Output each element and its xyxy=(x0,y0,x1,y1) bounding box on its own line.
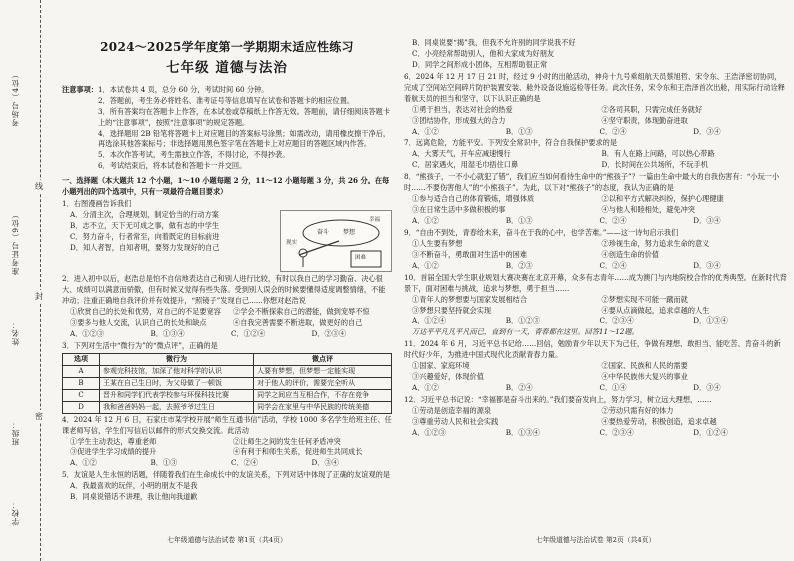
school-label: 学校： xyxy=(11,500,20,526)
question-2 xyxy=(62,274,392,340)
question-stem: 4．2024 年 12 月 6 日，石家庄市某学校开展“师生互通书信”活动，学校 1000 多名学生给班主任、任课老师写信，学生们写信后以邮件的形式交换交流。此活动 xyxy=(62,414,392,435)
option-d: D．③④ xyxy=(693,383,721,393)
choice-item: ④坚守职责，体现勤奋进取 xyxy=(601,115,688,125)
choice-item: ④有利于和师生关系，促进师生共同成长 xyxy=(233,447,363,457)
page-2 xyxy=(404,8,787,547)
table-cell: 同学之间应当互相合作，不存在竞争 xyxy=(254,389,392,401)
question-5 xyxy=(62,470,392,503)
notice-item: 6．考试结束后，将本试卷和答题卡一并交回。 xyxy=(97,161,247,171)
notice-block xyxy=(62,85,392,173)
choice-item: ②珍视生命，努力追求生命的意义 xyxy=(601,238,710,248)
table-header: 选项 xyxy=(63,353,100,365)
exam-subtitle: 七年级 道德与法治 xyxy=(166,60,288,77)
choice-item: ②劳动只需有好的体力 xyxy=(601,405,674,415)
table-cell: 晋升和同学们代表学校参与环保科技比赛 xyxy=(100,389,254,401)
choice-item: ④自我完善需要不断进取，做更好的自己 xyxy=(233,317,363,327)
option-a: A．①②③ xyxy=(412,427,446,437)
option-d: D．①②④ xyxy=(693,427,728,437)
table-row xyxy=(63,365,392,377)
option-d: D．长时间在公共场所，不玩手机 xyxy=(601,160,708,170)
option-d: D．①③④ xyxy=(693,316,728,326)
notice-label: 注意事项： xyxy=(62,84,98,94)
choice-item: ①参与适合自己的体育锻炼，增强体质 xyxy=(412,194,535,204)
exam-no-label: 准考证号（9位） xyxy=(11,210,20,276)
notice-item: 5．本次作答考试，考生需独立作答，不得讨论，不得抄袭。 xyxy=(97,150,290,160)
question-11 xyxy=(404,339,787,394)
seal-word-1: 密 xyxy=(35,412,43,421)
question-stem: 1．右图漫画告诉我们 xyxy=(62,199,132,209)
question-stem: 5．友谊是人生永恒的话题，伴随着我们在生命成长中的友谊关系，下列对话中体现了正确的友谊观的是 xyxy=(62,470,391,480)
question-4 xyxy=(62,415,392,470)
option-c: C．小亮经常帮助别人，他和大家成为好朋友 xyxy=(412,48,555,58)
seal-line xyxy=(40,0,41,561)
question-3 xyxy=(62,341,392,414)
question-12 xyxy=(404,395,787,439)
option-b: B．①③ xyxy=(505,126,533,136)
option-d: D．同学之间形成小团体，互相帮助很正常 xyxy=(412,59,548,69)
table-row xyxy=(63,401,392,413)
question-1 xyxy=(62,199,392,262)
option-a: A．①②④ xyxy=(412,316,446,326)
page-footer: 七年级道德与法治试卷 第1页（共4页） xyxy=(167,535,287,544)
notice-item: 1．本试卷共 4 页，总分 60 分，考试时间 60 分钟。 xyxy=(97,84,269,94)
name-label: 姓名： xyxy=(11,320,20,346)
question-stem: 3．下列对生活中“微行为”的“微点评”，正确的是 xyxy=(62,340,218,350)
binding-margin xyxy=(0,0,58,561)
option-c: C．②④ xyxy=(231,458,259,468)
choice-item: ①青年人的梦想要与国家发展相结合 xyxy=(412,294,528,304)
passage-intro: 万达平平凡凡平凡而已，直到有一天，青春都在这里。回答11～12题。 xyxy=(412,327,639,337)
choice-item: ③尊重劳动人民和社会实践 xyxy=(412,416,499,426)
notice-item: 2．答题前，考生务必将姓名、准考证号等信息填写在试卷和答题卡的相应位置。 xyxy=(97,95,355,105)
table-cell: C xyxy=(63,389,100,401)
seal-word-3: 线 xyxy=(35,182,43,191)
option-c: C．②④ xyxy=(599,216,627,225)
table-header: 微点评 xyxy=(254,353,392,365)
choice-item: ②各司其职，只需完成任务就好 xyxy=(601,104,703,114)
choice-item: ①欣赏自己的长处和优势，对自己的不足要宽容 xyxy=(70,306,221,316)
seat-label: 考场号（4位） xyxy=(11,70,20,127)
table-cell: B xyxy=(63,377,100,389)
cartoon-image xyxy=(280,210,392,272)
table-cell: A xyxy=(63,365,100,377)
choice-item: ①勇于担当，表达对社会的热爱 xyxy=(412,104,513,114)
option-d: D．③④ xyxy=(693,260,721,270)
choice-item: ③团结协作，形成强大的合力 xyxy=(412,115,506,125)
choice-item: ④要从点滴做起，追求卓越的人生 xyxy=(601,305,710,315)
option-b-cont: B．同桌说要“揭”我，但我不允许别的同学说我不好 xyxy=(412,38,576,47)
exam-title: 2024～2025学年度第一学期期末适应性练习 xyxy=(100,40,354,54)
choice-item: ①学生主动表达，尊重老师 xyxy=(70,436,157,446)
question-7 xyxy=(404,138,787,171)
question-stem: 8．“熊孩子，一不小心就犯了错”，我们应当如何看待生命中的“熊孩子”？一篇由生命中最大的自我伤害有：“小玩一小时……不要伤害他人”的“小熊孩子”。为此，以下对“熊孩子”的态度，我认为正确的是 xyxy=(404,172,780,193)
q5-continued xyxy=(404,38,787,71)
question-stem: 7．远离危险，方能平安。下列安全常识中，符合自我保护要求的是 xyxy=(404,138,618,148)
question-stem: 10．首届全国大学生职业规划大赛决赛在北京开幕，众多有志青年……成为澳门与内地院校合作的优秀典型。在新时代背景下，面对困难与挑战，追求与梦想，勇于担当…… xyxy=(404,272,787,293)
choice-item: ④中华民族伟大复兴的事业 xyxy=(601,372,688,382)
page-footer: 七年级道德与法治试卷 第2页（共4页） xyxy=(535,535,656,544)
option-b: B．②③ xyxy=(505,260,533,270)
question-6 xyxy=(404,72,787,138)
option-b: B．同桌说错话不讲理，我让他向我道歉 xyxy=(70,492,198,502)
cartoon-label: 奋斗 xyxy=(317,229,330,237)
option-b: B．②④ xyxy=(505,383,533,393)
question-stem: 9．“自由不到处，青春给未来，奋斗在于我的心中，也学苦难。”——这一诗句启示我们 xyxy=(404,227,679,237)
option-a: A．分清主次，合理规划，制定恰当的行动方案 xyxy=(70,210,219,220)
choice-item: ③兴趣爱好，体现价值 xyxy=(412,372,484,382)
option-c: C．努力奋斗，行者常至，向着既定的目标前进 xyxy=(70,231,220,241)
question-10 xyxy=(404,273,787,339)
choice-item: ③促进学生学习成绩的提升 xyxy=(70,447,157,457)
option-b: B．志不立，天下无可成之事，做有志的中学生 xyxy=(70,221,220,230)
q3-table xyxy=(62,353,392,414)
option-d: D．②③④ xyxy=(311,328,347,338)
seal-word-2: 封 xyxy=(35,292,43,301)
section-title: 一、选择题（本大题共 12 个小题，1～10 小题每题 2 分，11～12 小题每题 3 分，共 26 分。在每小题列出的四个选项中，只有一项最符合题目要求） xyxy=(62,176,390,197)
option-b: B．①③ xyxy=(150,458,178,468)
question-9 xyxy=(404,228,787,272)
option-a: A．我最喜欢的玩伴，小明的朋友不是我 xyxy=(70,481,198,491)
option-b: B．①②③ xyxy=(505,316,540,326)
option-c: C．②④ xyxy=(599,126,627,136)
choice-item: ①国家、家庭环境 xyxy=(412,361,470,371)
table-row xyxy=(63,389,392,401)
choice-item: ②梦想实现不可能一蹴而就 xyxy=(601,294,688,304)
cartoon-label: 困难 xyxy=(355,255,367,262)
class-label: 班级： xyxy=(11,420,20,446)
choice-item: ③要多与他人交流，认识自己的长处和缺点 xyxy=(70,317,207,327)
table-cell: D xyxy=(63,401,100,413)
choice-item: ②让师生之间的发生任何矛盾冲突 xyxy=(233,436,341,446)
choice-item: ②以和平方式解决纠纷，保护心理健康 xyxy=(601,194,724,204)
option-c: C．②③④ xyxy=(599,316,634,326)
option-a: A．①② xyxy=(412,260,439,270)
choice-item: ④创造生命的价值 xyxy=(601,249,660,259)
option-a: A．①② xyxy=(412,126,439,136)
choice-item: ②国家、民族和人民的需要 xyxy=(601,361,688,371)
choice-item: ③梦想只要坚持就会实现 xyxy=(412,305,492,315)
notice-item: 3．所有答案均在答题卡上作答，在本试卷或草稿纸上作答无效。答题前，请仔细阅读答题卡上的“注意事项”，按照“注意事项”的规定答题。 xyxy=(97,106,391,127)
question-stem: 2．进入初中以后，赵浩总是怕不自信地表达自己和别人进行比较，有时以我自己的学习勤奋、决心很大、成绩可以满意而骄傲，但有时候又觉得有些失落。受到别人误会的时候要懂得适度调整情绪，不能冲动；注重正确地自我评价并有效提升，“照镜子”发现自己......你想对赵浩说 xyxy=(62,274,386,305)
page-1 xyxy=(62,8,392,547)
choice-item: ④与他人和睦相处，避免冲突 xyxy=(601,205,695,215)
cartoon-label: 梦想 xyxy=(343,229,356,237)
table-cell: 王某在自己生日时，为父母做了一顿饭 xyxy=(100,377,254,389)
choice-item: ①人生要有梦想 xyxy=(412,238,463,248)
question-stem: 12．习近平总书记说：“幸福都是奋斗出来的。”我们要奋发向上，努力学习，树立远大理想，…… xyxy=(404,395,712,404)
table-cell: 参观完科技馆，加深了他对科学的认识 xyxy=(100,365,254,377)
table-cell: 同学会在家里与中华民族的传统美德 xyxy=(254,401,392,413)
option-a: A．①② xyxy=(412,383,439,393)
cartoon-label: 现实 xyxy=(286,240,298,247)
option-c: C．②③④ xyxy=(599,427,634,437)
choice-item: ③不断奋斗，勇敢面对生活中的困难 xyxy=(412,249,528,259)
option-c: C．居家遇火，用湿毛巾捂住口鼻 xyxy=(412,160,519,170)
question-8 xyxy=(404,172,787,227)
table-header: 微行为 xyxy=(100,353,254,365)
choice-item: ①劳动是创造幸福的源泉 xyxy=(412,405,492,415)
table-cell: 我和爸爸妈妈一起，去照爷爷过生日 xyxy=(100,401,254,413)
table-cell: 对于他人的评价，需要完全听从 xyxy=(254,377,392,389)
option-b: B．①③④ xyxy=(150,328,185,338)
option-d: D．③④ xyxy=(311,458,339,468)
table-row xyxy=(63,377,392,389)
cartoon-label: 幸福 xyxy=(369,217,381,224)
choice-item: ③在日常生活中多做积极的事 xyxy=(412,205,506,215)
option-c: C．①②④ xyxy=(231,328,266,338)
choice-item: ④要热爱劳动，积极创造，追求卓越 xyxy=(601,416,717,426)
option-c: C．②④ xyxy=(599,260,627,270)
option-a: A．大雾天气，开车应减速慢行 xyxy=(412,149,511,159)
option-d: D．③④ xyxy=(693,126,721,136)
option-d: D．③④ xyxy=(693,216,721,225)
notice-item: 4．选择题用 2B 铅笔将答题卡上对应题目的答案标号涂黑；如需改动，请用橡皮擦干净后，再选涂其他答案标号；非选择题用黑色签字笔在答题卡上对应题目的答题区域内作答。 xyxy=(97,128,391,149)
option-a: A．①② xyxy=(412,216,439,225)
option-b: B．①③④ xyxy=(505,427,540,437)
table-cell: 人要有梦想，但梦想一定能实现 xyxy=(254,365,392,377)
question-stem: 6．2024 年 12 月 17 日 21 时，经过 9 小时的出舱活动，神舟十九号乘组航天员蔡旭哲、宋令东、王浩泽密切协同，完成了空间站空间碎片防护装置安装、舱外设备设施巡检等任务。此次任务，宋令东和王浩泽首次出舱，用实际行动诠释着航天员的担当和坚守，以下认识正确的是 xyxy=(404,71,785,103)
option-a: A．①②③ xyxy=(70,328,104,338)
option-d: D．知人者智，自知者明，要努力发现好的自己 xyxy=(70,242,220,252)
option-b: B．①③ xyxy=(505,216,533,225)
option-a: A．①② xyxy=(70,458,97,468)
option-c: C．①④ xyxy=(599,383,627,393)
question-stem: 11．2024 年 6 月，习近平总书记给……回信，勉励青少年以天下为己任，争做有理想、敢担当、能吃苦、肯奋斗的新时代好少年，为推进中国式现代化贡献青春力量。 xyxy=(404,339,781,360)
option-b: B．有人在路上问路，可以热心带路 xyxy=(601,149,715,159)
choice-item: ②学会不断探索自己的潜能，做到宠辱不惊 xyxy=(233,306,370,316)
